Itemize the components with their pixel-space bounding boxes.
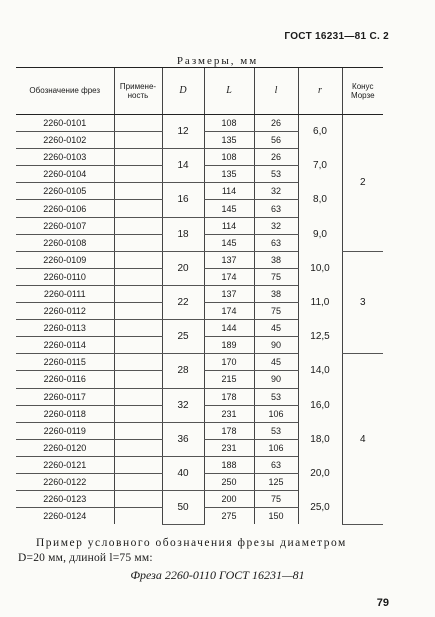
cell-L: 108	[204, 115, 254, 132]
cell-L: 108	[204, 149, 254, 166]
col-header-D: D	[162, 68, 204, 115]
cell-l: 32	[254, 183, 298, 200]
page-number: 79	[376, 597, 389, 609]
cell-l: 75	[254, 491, 298, 508]
cell-D: 22	[162, 285, 204, 319]
cell-L: 137	[204, 251, 254, 268]
cell-designation: 2260-0123	[16, 491, 114, 508]
cell-L: 144	[204, 320, 254, 337]
col-header-r: r	[298, 68, 342, 115]
cell-designation: 2260-0115	[16, 354, 114, 371]
cell-applicability	[114, 285, 162, 302]
col-header-designation: Обозначение фрез	[16, 68, 114, 115]
cell-applicability	[114, 456, 162, 473]
cell-applicability	[114, 115, 162, 132]
cell-designation: 2260-0118	[16, 405, 114, 422]
cell-L: 178	[204, 388, 254, 405]
cell-L: 114	[204, 183, 254, 200]
cell-morse: 2	[342, 115, 383, 252]
cell-l: 38	[254, 285, 298, 302]
cell-D: 14	[162, 149, 204, 183]
table-row	[16, 183, 383, 200]
cell-designation: 2260-0101	[16, 115, 114, 132]
cell-designation: 2260-0102	[16, 132, 114, 149]
cell-D: 36	[162, 422, 204, 456]
table-row	[16, 149, 383, 166]
cell-l: 45	[254, 354, 298, 371]
cell-l: 32	[254, 217, 298, 234]
table-row	[16, 491, 383, 508]
cell-l: 63	[254, 234, 298, 251]
cell-applicability	[114, 268, 162, 285]
cell-D: 50	[162, 491, 204, 525]
cell-D: 25	[162, 320, 204, 354]
cell-applicability	[114, 149, 162, 166]
cell-r: 7,0	[298, 149, 342, 183]
cell-designation: 2260-0116	[16, 371, 114, 388]
cell-applicability	[114, 217, 162, 234]
cell-designation: 2260-0108	[16, 234, 114, 251]
cell-L: 137	[204, 285, 254, 302]
cell-l: 56	[254, 132, 298, 149]
cell-applicability	[114, 388, 162, 405]
page-header: ГОСТ 16231—81 С. 2	[284, 31, 389, 42]
table-row	[16, 115, 383, 132]
col-header-morse: Конус Морзе	[342, 68, 383, 115]
table-row	[16, 388, 383, 405]
example-designation: Фреза 2260-0110 ГОСТ 16231—81	[130, 568, 305, 582]
cell-designation: 2260-0110	[16, 268, 114, 285]
cell-L: 135	[204, 166, 254, 183]
cell-l: 75	[254, 303, 298, 320]
cell-l: 75	[254, 268, 298, 285]
cell-D: 18	[162, 217, 204, 251]
cell-l: 53	[254, 388, 298, 405]
cell-l: 125	[254, 473, 298, 490]
cell-designation: 2260-0107	[16, 217, 114, 234]
cell-L: 170	[204, 354, 254, 371]
cell-r: 12,5	[298, 320, 342, 354]
cell-D: 28	[162, 354, 204, 388]
cell-l: 53	[254, 166, 298, 183]
cell-applicability	[114, 183, 162, 200]
cell-designation: 2260-0114	[16, 337, 114, 354]
cell-L: 275	[204, 508, 254, 525]
cell-morse: 3	[342, 251, 383, 354]
cell-L: 200	[204, 491, 254, 508]
cell-D: 40	[162, 456, 204, 490]
cell-L: 174	[204, 268, 254, 285]
cell-D: 20	[162, 251, 204, 285]
table-row	[16, 320, 383, 337]
cell-r: 9,0	[298, 217, 342, 251]
cell-designation: 2260-0120	[16, 439, 114, 456]
cell-applicability	[114, 405, 162, 422]
cell-L: 178	[204, 422, 254, 439]
cell-designation: 2260-0122	[16, 473, 114, 490]
cell-L: 189	[204, 337, 254, 354]
example-line-1: Пример условного обозначения фрезы диаметром	[36, 537, 347, 549]
cell-designation: 2260-0111	[16, 285, 114, 302]
cell-applicability	[114, 354, 162, 371]
cell-designation: 2260-0106	[16, 200, 114, 217]
example-line-2: D=20 мм, длиной l=75 мм:	[18, 552, 153, 564]
cell-l: 106	[254, 405, 298, 422]
cell-L: 188	[204, 456, 254, 473]
cell-applicability	[114, 422, 162, 439]
table-caption: Размеры, мм	[176, 55, 259, 67]
cell-designation: 2260-0113	[16, 320, 114, 337]
cell-designation: 2260-0104	[16, 166, 114, 183]
dimensions-table	[16, 67, 383, 525]
cell-L: 250	[204, 473, 254, 490]
cell-L: 215	[204, 371, 254, 388]
cell-l: 150	[254, 508, 298, 525]
cell-applicability	[114, 491, 162, 508]
cell-l: 63	[254, 200, 298, 217]
cell-applicability	[114, 508, 162, 525]
cell-L: 135	[204, 132, 254, 149]
table-row	[16, 217, 383, 234]
table-row	[16, 251, 383, 268]
cell-applicability	[114, 234, 162, 251]
cell-r: 20,0	[298, 456, 342, 490]
cell-applicability	[114, 320, 162, 337]
cell-designation: 2260-0121	[16, 456, 114, 473]
cell-morse: 4	[342, 354, 383, 524]
table-row	[16, 354, 383, 371]
cell-l: 63	[254, 456, 298, 473]
cell-D: 12	[162, 115, 204, 149]
table-row	[16, 285, 383, 302]
cell-applicability	[114, 166, 162, 183]
cell-applicability	[114, 200, 162, 217]
cell-r: 8,0	[298, 183, 342, 217]
col-header-applicability: Примене-ность	[114, 68, 162, 115]
col-header-l: l	[254, 68, 298, 115]
cell-l: 26	[254, 149, 298, 166]
cell-designation: 2260-0112	[16, 303, 114, 320]
table-body	[16, 115, 383, 525]
table-row	[16, 422, 383, 439]
cell-designation: 2260-0105	[16, 183, 114, 200]
cell-designation: 2260-0103	[16, 149, 114, 166]
cell-L: 145	[204, 234, 254, 251]
cell-L: 145	[204, 200, 254, 217]
cell-L: 231	[204, 405, 254, 422]
cell-l: 45	[254, 320, 298, 337]
cell-r: 10,0	[298, 251, 342, 285]
cell-l: 53	[254, 422, 298, 439]
cell-applicability	[114, 303, 162, 320]
cell-designation: 2260-0109	[16, 251, 114, 268]
cell-r: 18,0	[298, 422, 342, 456]
cell-designation: 2260-0119	[16, 422, 114, 439]
cell-l: 38	[254, 251, 298, 268]
cell-L: 231	[204, 439, 254, 456]
cell-l: 90	[254, 337, 298, 354]
cell-D: 16	[162, 183, 204, 217]
cell-l: 90	[254, 371, 298, 388]
cell-applicability	[114, 132, 162, 149]
cell-L: 114	[204, 217, 254, 234]
cell-designation: 2260-0124	[43, 511, 87, 522]
cell-designation: 2260-0117	[16, 388, 114, 405]
cell-r: 11,0	[298, 285, 342, 319]
table-row	[16, 456, 383, 473]
cell-applicability	[114, 251, 162, 268]
cell-applicability	[114, 337, 162, 354]
cell-l: 26	[254, 115, 298, 132]
cell-applicability	[114, 439, 162, 456]
cell-L: 174	[204, 303, 254, 320]
cell-D: 32	[162, 388, 204, 422]
cell-applicability	[114, 371, 162, 388]
cell-l: 106	[254, 439, 298, 456]
cell-r: 6,0	[298, 115, 342, 149]
col-header-L: L	[204, 68, 254, 115]
cell-r: 16,0	[298, 388, 342, 422]
cell-r: 14,0	[298, 354, 342, 388]
cell-applicability	[114, 473, 162, 490]
example-text	[18, 536, 398, 566]
cell-r: 25,0	[298, 491, 342, 525]
table-header-row	[16, 68, 383, 115]
